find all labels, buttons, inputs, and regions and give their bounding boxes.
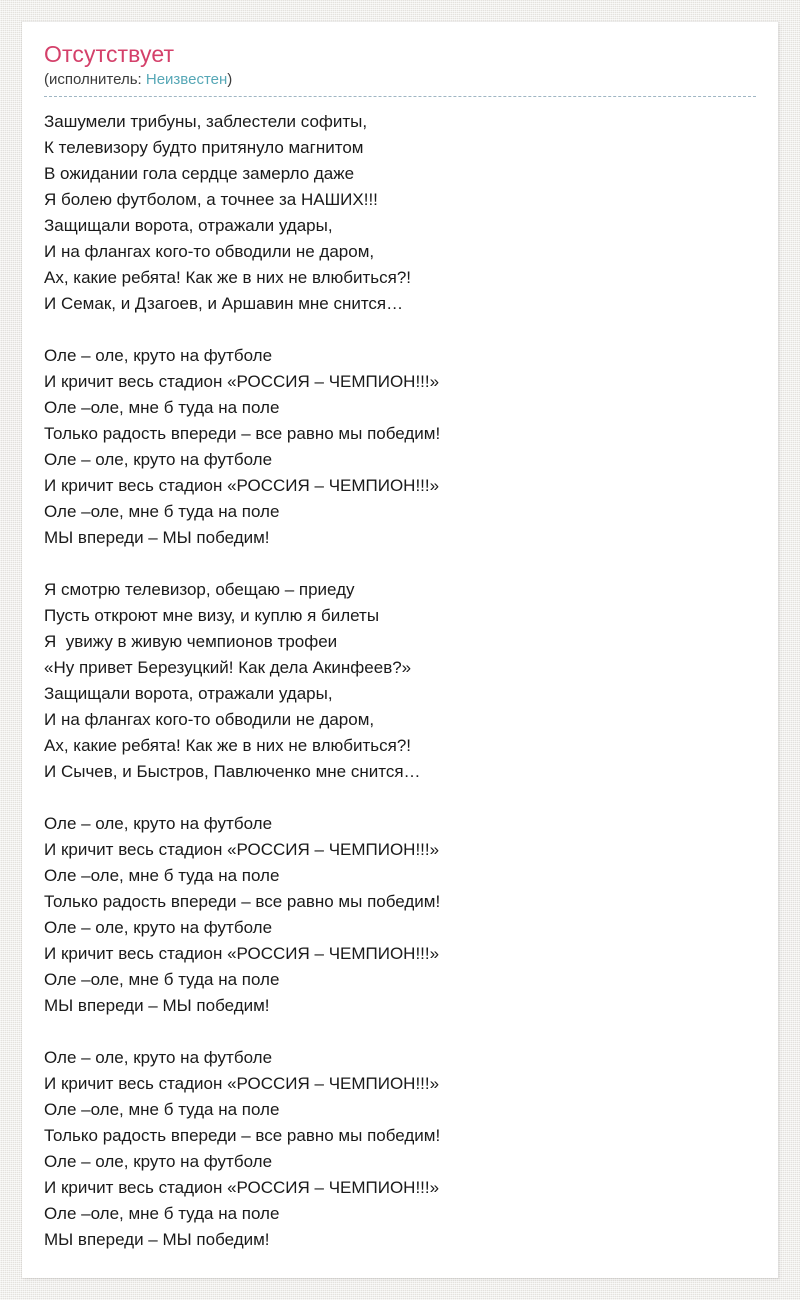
lyrics-line: Оле –оле, мне б туда на поле: [44, 1100, 280, 1119]
lyrics-line: Только радость впереди – все равно мы победим!: [44, 424, 441, 443]
lyrics-line: Ах, какие ребята! Как же в них не влюбиться?!: [44, 268, 412, 287]
lyrics-stanza-verse-1: [44, 109, 756, 317]
lyrics-line: Ах, какие ребята! Как же в них не влюбиться?!: [44, 736, 412, 755]
lyrics-line: МЫ впереди – МЫ победим!: [44, 1230, 270, 1249]
lyrics-line: Оле – оле, круто на футболе: [44, 918, 273, 937]
lyrics-line: Только радость впереди – все равно мы победим!: [44, 892, 441, 911]
lyrics-line: Оле –оле, мне б туда на поле: [44, 866, 280, 885]
song-card: [22, 22, 778, 1278]
performer-suffix-label: ): [227, 71, 233, 88]
lyrics-stanza-chorus-3: [44, 1045, 756, 1253]
lyrics-line: И Семак, и Дзагоев, и Аршавин мне снится…: [44, 294, 404, 313]
lyrics-line: И кричит весь стадион «РОССИЯ – ЧЕМПИОН!!!»: [44, 372, 440, 391]
lyrics-line: Оле – оле, круто на футболе: [44, 1048, 273, 1067]
lyrics-line: Оле –оле, мне б туда на поле: [44, 502, 280, 521]
lyrics-stanza-chorus-2: [44, 811, 756, 1019]
performer-link[interactable]: Неизвестен: [145, 71, 228, 88]
lyrics-line: Оле –оле, мне б туда на поле: [44, 398, 280, 417]
lyrics-line: И Сычев, и Быстров, Павлюченко мне снится…: [44, 762, 421, 781]
lyrics-line: И на флангах кого-то обводили не даром,: [44, 710, 375, 729]
lyrics-line: Пусть откроют мне визу, и куплю я билеты: [44, 606, 380, 625]
lyrics-line: И кричит весь стадион «РОССИЯ – ЧЕМПИОН!!!»: [44, 1178, 440, 1197]
performer-prefix-label: (исполнитель:: [44, 71, 146, 88]
lyrics-body: [44, 109, 756, 1253]
lyrics-line: И кричит весь стадион «РОССИЯ – ЧЕМПИОН!!!»: [44, 944, 440, 963]
lyrics-line: И на флангах кого-то обводили не даром,: [44, 242, 375, 261]
lyrics-line: Только радость впереди – все равно мы победим!: [44, 1126, 441, 1145]
lyrics-line: Я смотрю телевизор, обещаю – приеду: [44, 580, 355, 599]
lyrics-line: Оле –оле, мне б туда на поле: [44, 1204, 280, 1223]
lyrics-line: Я увижу в живую чемпионов трофеи: [44, 632, 338, 651]
lyrics-line: Зашумели трибуны, заблестели софиты,: [44, 112, 368, 131]
lyrics-line: Оле – оле, круто на футболе: [44, 1152, 273, 1171]
page-title: Отсутствует: [44, 41, 175, 67]
lyrics-stanza-chorus-1: [44, 343, 756, 551]
lyrics-line: В ожидании гола сердце замерло даже: [44, 164, 355, 183]
lyrics-line: Я болею футболом, а точнее за НАШИХ!!!: [44, 190, 378, 209]
lyrics-line: Оле –оле, мне б туда на поле: [44, 970, 280, 989]
lyrics-line: Защищали ворота, отражали удары,: [44, 216, 333, 235]
performer-line: [44, 70, 756, 90]
lyrics-line: К телевизору будто притянуло магнитом: [44, 138, 364, 157]
lyrics-line: «Ну привет Березуцкий! Как дела Акинфеев?»: [44, 658, 412, 677]
lyrics-line: И кричит весь стадион «РОССИЯ – ЧЕМПИОН!!!»: [44, 840, 440, 859]
lyrics-line: И кричит весь стадион «РОССИЯ – ЧЕМПИОН!!!»: [44, 1074, 440, 1093]
lyrics-stanza-verse-2: [44, 577, 756, 785]
lyrics-line: Оле – оле, круто на футболе: [44, 346, 273, 365]
lyrics-line: МЫ впереди – МЫ победим!: [44, 528, 270, 547]
lyrics-line: Оле – оле, круто на футболе: [44, 814, 273, 833]
lyrics-line: И кричит весь стадион «РОССИЯ – ЧЕМПИОН!!!»: [44, 476, 440, 495]
lyrics-line: Оле – оле, круто на футболе: [44, 450, 273, 469]
lyrics-line: МЫ впереди – МЫ победим!: [44, 996, 270, 1015]
lyrics-line: Защищали ворота, отражали удары,: [44, 684, 333, 703]
song-header: [44, 40, 756, 97]
